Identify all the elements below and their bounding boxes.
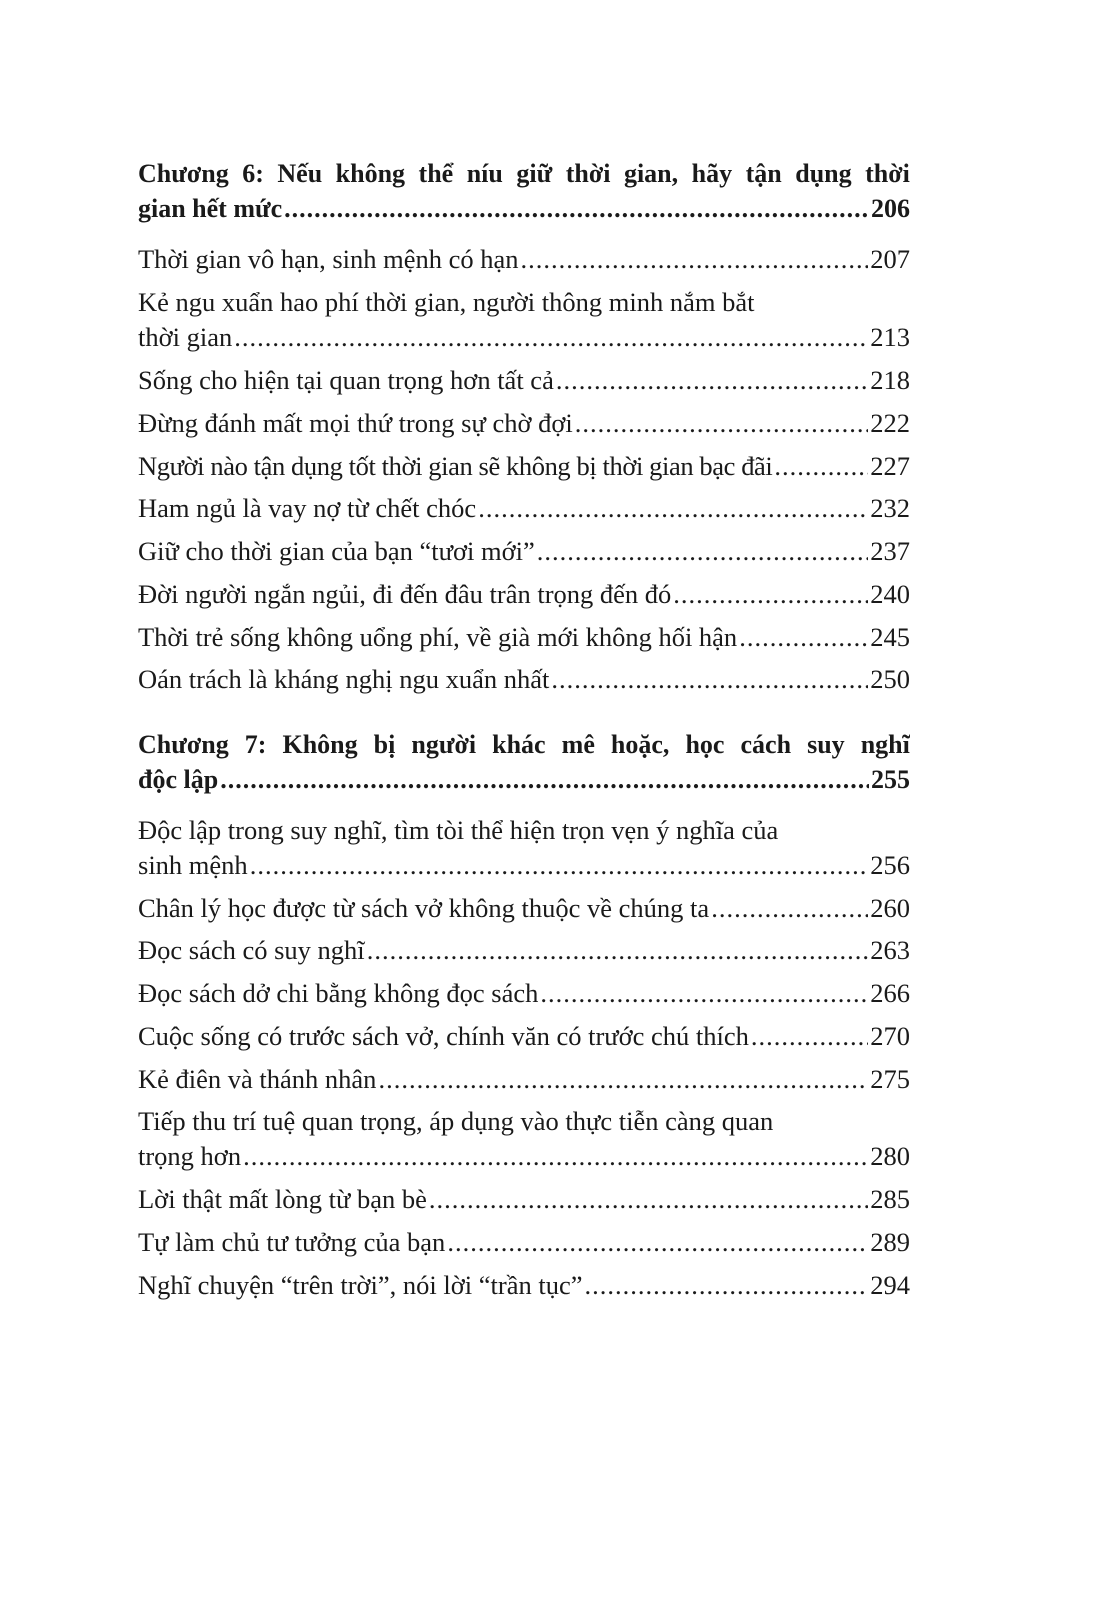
toc-entry-title-cont: trọng hơn: [138, 1141, 242, 1171]
heading-word: thời: [865, 159, 910, 188]
toc-entry[interactable]: [138, 1225, 910, 1259]
page-number: 227: [870, 451, 910, 481]
leader-dots: [575, 406, 869, 440]
toc-entry-title: Ham ngủ là vay nợ từ chết chóc: [138, 493, 477, 523]
page-number: 207: [870, 244, 910, 274]
toc-entry[interactable]: [138, 577, 910, 611]
heading-word: không: [335, 159, 406, 188]
heading-word: khác: [492, 730, 546, 759]
page-number: 222: [870, 408, 910, 438]
chapter-title-cont: độc lập: [138, 765, 219, 794]
heading-word: tận: [745, 159, 782, 188]
heading-word: cách: [740, 730, 792, 759]
toc-entry[interactable]: [138, 1019, 910, 1053]
heading-word: học: [685, 730, 725, 759]
leader-dots: [478, 491, 868, 525]
toc-entry[interactable]: [138, 320, 910, 354]
heading-word: Chương: [138, 159, 229, 188]
heading-word: dụng: [795, 159, 852, 188]
page-number: 289: [870, 1227, 910, 1257]
heading-word: giữ: [516, 159, 553, 188]
heading-word: thể: [418, 159, 454, 188]
heading-word: 7:: [244, 730, 267, 759]
toc-entry[interactable]: [138, 534, 910, 568]
chapter-title: [138, 157, 910, 191]
heading-word: gian,: [623, 159, 679, 188]
page-number: 260: [870, 893, 910, 923]
toc-entry[interactable]: [138, 891, 910, 925]
toc-entry-title: Giữ cho thời gian của bạn “tươi mới”: [138, 536, 535, 566]
toc-entry[interactable]: [138, 1182, 910, 1216]
toc-entry-title: Tự làm chủ tư tưởng của bạn: [138, 1227, 446, 1257]
heading-word: bị: [373, 730, 396, 759]
table-of-contents: [138, 0, 910, 1615]
page-number: 255: [871, 765, 910, 794]
toc-entry-title: Thời gian vô hạn, sinh mệnh có hạn: [138, 244, 519, 274]
page-number: 206: [871, 194, 910, 223]
page-number: 263: [870, 935, 910, 965]
toc-entry[interactable]: [138, 1268, 910, 1302]
heading-word: mê: [561, 730, 595, 759]
page-number: 240: [870, 579, 910, 609]
toc-entry-title: Độc lập trong suy nghĩ, tìm tòi thể hiện trọn vẹn ý nghĩa của: [138, 815, 779, 845]
heading-word: 6:: [242, 159, 264, 188]
heading-word: Chương: [138, 730, 229, 759]
heading-word: níu: [466, 159, 503, 188]
toc-entry[interactable]: [138, 620, 910, 654]
toc-entry-title-cont: sinh mệnh: [138, 850, 248, 880]
toc-entry-title: Chân lý học được từ sách vở không thuộc về chúng ta: [138, 893, 710, 923]
page-number: 256: [870, 850, 910, 880]
leader-dots: [751, 1019, 868, 1053]
toc-entry-title: Kẻ điên và thánh nhân: [138, 1064, 377, 1094]
heading-word: suy: [807, 730, 845, 759]
chapter-heading-line: [138, 763, 910, 797]
leader-dots: [250, 848, 869, 882]
heading-word: người: [411, 730, 477, 759]
chapter-heading-line: [138, 192, 910, 226]
heading-word: Không: [282, 730, 358, 759]
page-number: 270: [870, 1021, 910, 1051]
toc-entry-title: Cuộc sống có trước sách vở, chính văn có trước chú thích: [138, 1021, 749, 1051]
toc-entry[interactable]: [138, 662, 910, 696]
page-number: 218: [870, 365, 910, 395]
leader-dots: [556, 363, 868, 397]
toc-entry[interactable]: [138, 242, 910, 276]
page-number: 275: [870, 1064, 910, 1094]
leader-dots: [429, 1182, 868, 1216]
leader-dots: [367, 933, 869, 967]
page-number: 266: [870, 978, 910, 1008]
leader-dots: [447, 1225, 868, 1259]
toc-entry[interactable]: [138, 848, 910, 882]
leader-dots: [284, 192, 869, 226]
page-number: 213: [870, 322, 910, 352]
page-number: 285: [870, 1184, 910, 1214]
toc-entry-title: Sống cho hiện tại quan trọng hơn tất cả: [138, 365, 554, 395]
toc-entry-title: Đời người ngắn ngủi, đi đến đâu trân trọng đến đó: [138, 579, 672, 609]
toc-entry-title: Oán trách là kháng nghị ngu xuẩn nhất: [138, 664, 550, 694]
heading-word: thời: [565, 159, 611, 188]
toc-entry-title: Thời trẻ sống không uổng phí, về già mới không hối hận: [138, 622, 738, 652]
toc-entry[interactable]: [138, 363, 910, 397]
toc-entry[interactable]: [138, 976, 910, 1010]
chapter-title: [138, 728, 910, 762]
toc-entry-title: Lời thật mất lòng từ bạn bè: [138, 1184, 427, 1214]
chapter-heading-line: [138, 157, 910, 191]
chapter-title-cont: gian hết mức: [138, 194, 283, 223]
heading-word: nghĩ: [860, 730, 910, 759]
toc-entry-title: Đọc sách dở chi bằng không đọc sách: [138, 978, 539, 1008]
leader-dots: [585, 1268, 869, 1302]
leader-dots: [540, 976, 868, 1010]
heading-word: hoặc,: [610, 730, 670, 759]
page-number: 250: [870, 664, 910, 694]
toc-entry-title: Người nào tận dụng tốt thời gian sẽ không bị thời gian bạc đãi: [138, 451, 773, 481]
leader-dots: [243, 1139, 868, 1173]
leader-dots: [673, 577, 868, 611]
heading-word: hãy: [691, 159, 733, 188]
leader-dots: [711, 891, 868, 925]
toc-entry-title: Nghĩ chuyện “trên trời”, nói lời “trần tục”: [138, 1270, 583, 1300]
toc-entry-title-cont: thời gian: [138, 322, 233, 352]
page-number: 280: [870, 1141, 910, 1171]
toc-entry-line[interactable]: [138, 813, 910, 847]
toc-entry-title: Đọc sách có suy nghĩ: [138, 935, 365, 965]
toc-entry[interactable]: [138, 449, 910, 483]
toc-entry[interactable]: [138, 491, 910, 525]
toc-entry-title: Tiếp thu trí tuệ quan trọng, áp dụng vào thực tiễn càng quan: [138, 1106, 774, 1136]
leader-dots: [537, 534, 868, 568]
page-number: 237: [870, 536, 910, 566]
toc-entry-line[interactable]: [138, 285, 910, 319]
leader-dots: [739, 620, 868, 654]
toc-entry-line[interactable]: [138, 1104, 910, 1138]
toc-entry[interactable]: [138, 406, 910, 440]
page-number: 232: [870, 493, 910, 523]
leader-dots: [234, 320, 868, 354]
toc-entry[interactable]: [138, 1062, 910, 1096]
leader-dots: [774, 449, 868, 483]
page-number: 245: [870, 622, 910, 652]
chapter-heading-line: [138, 728, 910, 762]
leader-dots: [521, 242, 869, 276]
page-number: 294: [870, 1270, 910, 1300]
toc-entry-title: Đừng đánh mất mọi thứ trong sự chờ đợi: [138, 408, 573, 438]
heading-word: Nếu: [277, 159, 323, 188]
toc-entry[interactable]: [138, 1139, 910, 1173]
toc-entry-title: Kẻ ngu xuẩn hao phí thời gian, người thông minh nắm bắt: [138, 287, 755, 317]
leader-dots: [551, 662, 868, 696]
toc-entry[interactable]: [138, 933, 910, 967]
leader-dots: [220, 763, 869, 797]
leader-dots: [378, 1062, 868, 1096]
